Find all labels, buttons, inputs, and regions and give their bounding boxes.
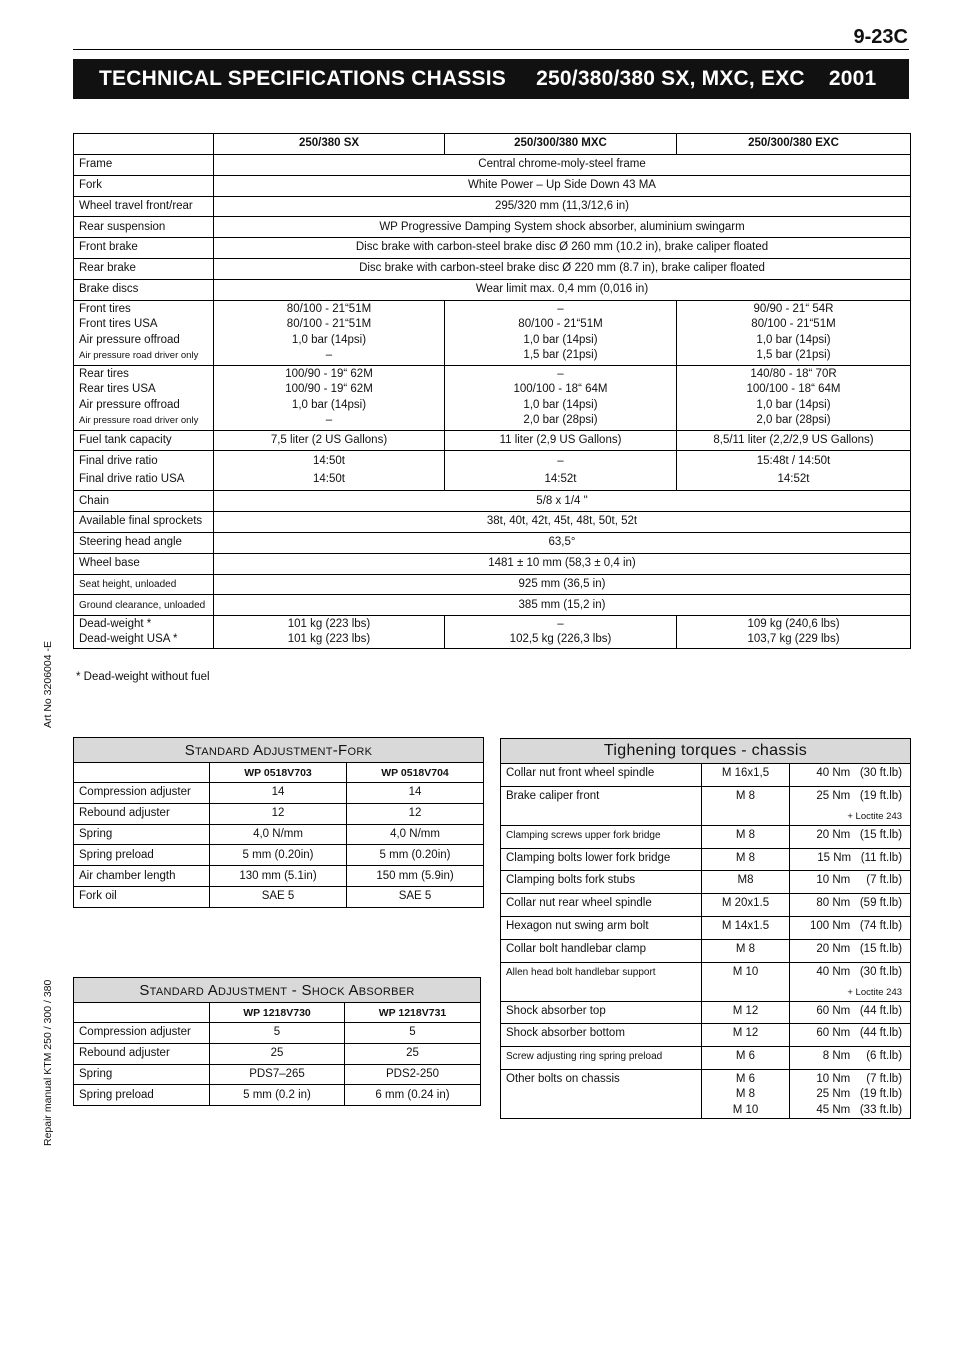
row-label: Compression adjuster bbox=[74, 1023, 210, 1044]
cell-sx: 7,5 liter (2 US Gallons) bbox=[214, 430, 445, 451]
torque-row bbox=[501, 786, 911, 825]
torque-item: Clamping bolts lower fork bridge bbox=[501, 848, 702, 871]
thread-size: M 10 bbox=[702, 962, 790, 1001]
torque-value bbox=[790, 825, 911, 848]
row-value: 925 mm (36,5 in) bbox=[214, 574, 911, 595]
footnote: * Dead-weight without fuel bbox=[76, 671, 210, 683]
row-label bbox=[74, 365, 214, 430]
label-line: Front tires USA bbox=[79, 318, 158, 331]
value-line: 140/80 - 18“ 70R bbox=[750, 367, 837, 380]
torque-value bbox=[790, 916, 911, 939]
value-line: 80/100 - 21“51M bbox=[518, 318, 603, 331]
torque-line: 45 Nm (33 ft.lb) bbox=[816, 1103, 903, 1116]
row-label: Front brake bbox=[74, 238, 214, 259]
thread-size: M8 bbox=[702, 871, 790, 894]
row-label: Chain bbox=[74, 491, 214, 512]
value-line: 80/100 - 21“51M bbox=[286, 318, 372, 331]
shock-table-body bbox=[74, 1023, 481, 1106]
cell-exc bbox=[677, 616, 911, 649]
value-line: 101 kg (223 lbs) bbox=[287, 633, 371, 646]
row-label bbox=[74, 451, 214, 491]
torque-row bbox=[501, 1001, 911, 1024]
torque-table-body bbox=[501, 764, 911, 1119]
torque-line: 40 Nm (30 ft.lb) bbox=[816, 767, 903, 779]
torque-line: 8 Nm (6 ft.lb) bbox=[822, 1050, 903, 1063]
row-value: Disc brake with carbon-steel brake disc Ø 260 mm (10.2 in), brake caliper floated bbox=[214, 238, 911, 259]
page-number: 9-23C bbox=[853, 26, 908, 48]
value-line: 101 kg (223 lbs) bbox=[287, 617, 371, 630]
torque-item: Other bolts on chassis bbox=[501, 1069, 702, 1119]
cell-sx bbox=[214, 451, 445, 491]
label-line: Front tires bbox=[79, 302, 131, 315]
row-value: 14 bbox=[347, 783, 484, 804]
torque-row bbox=[501, 1024, 911, 1047]
value-line: 1,5 bar (21psi) bbox=[756, 349, 831, 362]
torque-item: Allen head bolt handlebar support bbox=[501, 962, 702, 1001]
torque-item: Shock absorber bottom bbox=[501, 1024, 702, 1047]
label-line: Dead-weight * bbox=[79, 617, 152, 630]
table-row bbox=[74, 803, 484, 824]
table-row bbox=[74, 553, 911, 574]
row-label: Spring preload bbox=[74, 845, 210, 866]
torque-row bbox=[501, 894, 911, 917]
value-line: – bbox=[557, 617, 564, 630]
torque-item: Clamping screws upper fork bridge bbox=[501, 825, 702, 848]
value-line: 1,0 bar (14psi) bbox=[291, 398, 367, 411]
thread-size bbox=[702, 1069, 790, 1119]
torque-line: 40 Nm (30 ft.lb) bbox=[816, 965, 903, 978]
torque-row bbox=[501, 871, 911, 894]
thread-size: M 6 bbox=[702, 1047, 790, 1070]
torque-value bbox=[790, 871, 911, 894]
row-value: PDS7–265 bbox=[210, 1064, 345, 1085]
shock-adjustment-table bbox=[73, 977, 481, 1106]
table-row bbox=[74, 1023, 481, 1044]
row-value: 150 mm (5.9in) bbox=[347, 866, 484, 887]
thread-size: M 12 bbox=[702, 1001, 790, 1024]
torque-row bbox=[501, 962, 911, 1001]
row-label: Available final sprockets bbox=[74, 512, 214, 533]
cell-exc bbox=[677, 300, 911, 365]
thread-line: M 8 bbox=[735, 1088, 756, 1101]
torque-item: Collar bolt handlebar clamp bbox=[501, 939, 702, 962]
table-row bbox=[74, 512, 911, 533]
value-line: 1,0 bar (14psi) bbox=[523, 333, 598, 346]
fork-header-704: WP 0518V704 bbox=[347, 763, 484, 783]
spec-header-blank bbox=[74, 134, 214, 155]
torque-row bbox=[501, 939, 911, 962]
spec-header-exc: 250/300/380 EXC bbox=[677, 134, 911, 155]
torque-item: Hexagon nut swing arm bolt bbox=[501, 916, 702, 939]
row-value: WP Progressive Damping System shock absorber, aluminium swingarm bbox=[214, 217, 911, 238]
torque-item: Brake caliper front bbox=[501, 786, 702, 825]
value-line: 1,0 bar (14psi) bbox=[291, 333, 367, 346]
torque-table-title: Tighening torques - chassis bbox=[501, 739, 911, 764]
table-row-rear-tires bbox=[74, 365, 911, 430]
fork-header-blank bbox=[74, 763, 210, 783]
value-line: 15:48t / 14:50t bbox=[756, 454, 831, 467]
thread-line: M 10 bbox=[732, 1103, 759, 1116]
row-label bbox=[74, 616, 214, 649]
label-line: Final drive ratio USA bbox=[79, 473, 185, 486]
value-line: – bbox=[325, 349, 333, 362]
shock-header-730: WP 1218V730 bbox=[210, 1003, 345, 1023]
table-row bbox=[74, 1043, 481, 1064]
fork-table-body bbox=[74, 783, 484, 908]
value-line: 80/100 - 21“51M bbox=[751, 318, 836, 331]
manual-title: Repair manual KTM 250 / 300 / 380 bbox=[42, 979, 54, 1146]
spec-header-sx: 250/380 SX bbox=[214, 134, 445, 155]
torque-value bbox=[790, 1001, 911, 1024]
row-label: Fork oil bbox=[74, 886, 210, 907]
torque-row bbox=[501, 764, 911, 787]
row-value: 63,5° bbox=[214, 532, 911, 553]
value-line: 1,5 bar (21psi) bbox=[523, 349, 598, 362]
value-line: 102,5 kg (226,3 lbs) bbox=[509, 633, 612, 646]
row-value: SAE 5 bbox=[347, 886, 484, 907]
thread-size: M 12 bbox=[702, 1024, 790, 1047]
label-line: Air pressure offroad bbox=[79, 398, 180, 411]
row-value: 38t, 40t, 42t, 45t, 48t, 50t, 52t bbox=[214, 512, 911, 533]
label-line: Dead-weight USA * bbox=[79, 633, 178, 646]
row-value: 385 mm (15,2 in) bbox=[214, 595, 911, 616]
label-line: Air pressure road driver only bbox=[79, 415, 199, 427]
row-label: Wheel travel front/rear bbox=[74, 196, 214, 217]
table-row bbox=[74, 217, 911, 238]
table-row bbox=[74, 238, 911, 259]
torque-row bbox=[501, 1047, 911, 1070]
value-line: 90/90 - 21“ 54R bbox=[753, 302, 834, 315]
value-line: 1,0 bar (14psi) bbox=[756, 398, 831, 411]
value-line: 100/100 - 18“ 64M bbox=[746, 383, 841, 396]
row-label: Ground clearance, unloaded bbox=[74, 595, 214, 616]
row-label: Spring preload bbox=[74, 1085, 210, 1106]
row-label: Seat height, unloaded bbox=[74, 574, 214, 595]
torque-value bbox=[790, 764, 911, 787]
torque-value bbox=[790, 848, 911, 871]
row-label: Steering head angle bbox=[74, 532, 214, 553]
row-label bbox=[74, 300, 214, 365]
table-row bbox=[74, 258, 911, 279]
row-label: Brake discs bbox=[74, 279, 214, 300]
table-row bbox=[74, 866, 484, 887]
value-line: 80/100 - 21“51M bbox=[286, 302, 372, 315]
thread-size: M 8 bbox=[702, 939, 790, 962]
row-value: 14 bbox=[210, 783, 347, 804]
chassis-spec-table bbox=[73, 133, 911, 649]
row-label: Rear brake bbox=[74, 258, 214, 279]
torque-item: Screw adjusting ring spring preload bbox=[501, 1047, 702, 1070]
row-value: 5 bbox=[345, 1023, 481, 1044]
row-label: Frame bbox=[74, 155, 214, 176]
fork-table-title: Standard Adjustment-Fork bbox=[74, 738, 484, 763]
torque-row bbox=[501, 848, 911, 871]
table-row-front-tires bbox=[74, 300, 911, 365]
row-label: Rear suspension bbox=[74, 217, 214, 238]
table-row-fuel-tank bbox=[74, 430, 911, 451]
value-line: – bbox=[325, 414, 333, 427]
value-line: – bbox=[557, 454, 564, 467]
torque-line: 25 Nm (19 ft.lb) bbox=[816, 1088, 903, 1101]
row-label: Wheel base bbox=[74, 553, 214, 574]
shock-header-blank bbox=[74, 1003, 210, 1023]
torque-line: 60 Nm (44 ft.lb) bbox=[816, 1004, 903, 1017]
row-value: 5 bbox=[210, 1023, 345, 1044]
value-line: 1,0 bar (14psi) bbox=[756, 333, 831, 346]
table-row bbox=[74, 845, 484, 866]
row-value: 295/320 mm (11,3/12,6 in) bbox=[214, 196, 911, 217]
torque-item: Collar nut front wheel spindle bbox=[501, 764, 702, 787]
row-label: Compression adjuster bbox=[74, 783, 210, 804]
row-value: PDS2-250 bbox=[345, 1064, 481, 1085]
row-label: Rebound adjuster bbox=[74, 803, 210, 824]
row-label: Air chamber length bbox=[74, 866, 210, 887]
thread-line: M 6 bbox=[735, 1072, 756, 1085]
table-row bbox=[74, 155, 911, 176]
cell-exc: 8,5/11 liter (2,2/2,9 US Gallons) bbox=[677, 430, 911, 451]
value-line: – bbox=[557, 302, 564, 315]
cell-mxc bbox=[445, 300, 677, 365]
row-label: Rebound adjuster bbox=[74, 1043, 210, 1064]
row-value: 130 mm (5.1in) bbox=[210, 866, 347, 887]
cell-mxc bbox=[445, 451, 677, 491]
row-value: 12 bbox=[347, 803, 484, 824]
thread-size: M 16x1,5 bbox=[702, 764, 790, 787]
cell-mxc bbox=[445, 365, 677, 430]
top-rule bbox=[73, 49, 909, 50]
torque-row bbox=[501, 1069, 911, 1119]
shock-table-title: Standard Adjustment - Shock Absorber bbox=[74, 978, 481, 1003]
torque-item: Shock absorber top bbox=[501, 1001, 702, 1024]
table-row bbox=[74, 595, 911, 616]
row-value: 25 bbox=[345, 1043, 481, 1064]
row-label: Fuel tank capacity bbox=[74, 430, 214, 451]
value-line: 109 kg (240,6 lbs) bbox=[747, 617, 840, 630]
row-label: Spring bbox=[74, 1064, 210, 1085]
cell-sx bbox=[214, 616, 445, 649]
row-value: 5/8 x 1/4 " bbox=[214, 491, 911, 512]
torque-line: 100 Nm (74 ft.lb) bbox=[809, 919, 903, 932]
cell-mxc bbox=[445, 616, 677, 649]
thread-size: M 8 bbox=[702, 848, 790, 871]
value-line: 2,0 bar (28psi) bbox=[523, 414, 598, 427]
torque-line: 15 Nm (11 ft.lb) bbox=[817, 851, 903, 864]
torque-row bbox=[501, 825, 911, 848]
thread-size: M 20x1.5 bbox=[702, 894, 790, 917]
table-row bbox=[74, 279, 911, 300]
table-row-dead-weight bbox=[74, 616, 911, 649]
torque-value bbox=[790, 1047, 911, 1070]
value-line: 14:50t bbox=[313, 454, 345, 467]
table-row bbox=[74, 1064, 481, 1085]
row-label: Fork bbox=[74, 175, 214, 196]
row-value: 6 mm (0.24 in) bbox=[345, 1085, 481, 1106]
row-value: Disc brake with carbon-steel brake disc Ø 220 mm (8.7 in), brake caliper floated bbox=[214, 258, 911, 279]
torque-line: 20 Nm (15 ft.lb) bbox=[816, 828, 903, 841]
cell-sx bbox=[214, 365, 445, 430]
thread-size: M 8 bbox=[702, 825, 790, 848]
fork-adjustment-table bbox=[73, 737, 484, 908]
torque-value bbox=[790, 939, 911, 962]
row-value: 5 mm (0.20in) bbox=[210, 845, 347, 866]
table-row bbox=[74, 574, 911, 595]
value-line: – bbox=[557, 367, 564, 380]
table-row-final-drive bbox=[74, 451, 911, 491]
value-line: 1,0 bar (14psi) bbox=[523, 398, 598, 411]
shock-header-731: WP 1218V731 bbox=[345, 1003, 481, 1023]
torque-line: 60 Nm (44 ft.lb) bbox=[816, 1027, 903, 1040]
table-row bbox=[74, 783, 484, 804]
spec-header-mxc: 250/300/380 MXC bbox=[445, 134, 677, 155]
value-line: 14:52t bbox=[777, 473, 810, 486]
torque-value bbox=[790, 1024, 911, 1047]
label-line: Final drive ratio bbox=[79, 454, 158, 467]
table-row bbox=[74, 491, 911, 512]
torque-value bbox=[790, 786, 911, 825]
loctite-note: + Loctite 243 bbox=[847, 987, 903, 999]
torque-line: 80 Nm (59 ft.lb) bbox=[816, 897, 903, 910]
page-title: TECHNICAL SPECIFICATIONS CHASSIS 250/380/380 SX, MXC, EXC 2001 bbox=[73, 59, 909, 99]
torque-line: 20 Nm (15 ft.lb) bbox=[816, 942, 903, 955]
table-row bbox=[74, 196, 911, 217]
cell-exc bbox=[677, 365, 911, 430]
thread-size: M 14x1.5 bbox=[702, 916, 790, 939]
spec-header-row bbox=[74, 134, 911, 155]
table-row bbox=[74, 1085, 481, 1106]
table-row bbox=[74, 532, 911, 553]
torque-item: Clamping bolts fork stubs bbox=[501, 871, 702, 894]
row-value: SAE 5 bbox=[210, 886, 347, 907]
art-number: Art No 3206004 -E bbox=[42, 641, 54, 728]
row-value: 4,0 N/mm bbox=[210, 824, 347, 845]
torque-line: 10 Nm (7 ft.lb) bbox=[816, 1072, 903, 1085]
loctite-note: + Loctite 243 bbox=[847, 811, 903, 823]
value-line: 100/90 - 19“ 62M bbox=[285, 367, 373, 380]
thread-size: M 8 bbox=[702, 786, 790, 825]
table-row bbox=[74, 886, 484, 907]
label-line: Rear tires bbox=[79, 367, 129, 380]
cell-sx bbox=[214, 300, 445, 365]
row-value: Central chrome-moly-steel frame bbox=[214, 155, 911, 176]
row-value: 12 bbox=[210, 803, 347, 824]
row-value: 5 mm (0.20in) bbox=[347, 845, 484, 866]
torque-line: 10 Nm (7 ft.lb) bbox=[816, 874, 903, 887]
value-line: 103,7 kg (229 lbs) bbox=[747, 633, 840, 646]
torque-row bbox=[501, 916, 911, 939]
row-value: 4,0 N/mm bbox=[347, 824, 484, 845]
value-line: 14:50t bbox=[313, 473, 345, 486]
torque-line: 25 Nm (19 ft.lb) bbox=[816, 789, 903, 802]
value-line: 2,0 bar (28psi) bbox=[756, 414, 831, 427]
row-value: 1481 ± 10 mm (58,3 ± 0,4 in) bbox=[214, 553, 911, 574]
row-value: Wear limit max. 0,4 mm (0,016 in) bbox=[214, 279, 911, 300]
torque-value bbox=[790, 1069, 911, 1119]
torque-item: Collar nut rear wheel spindle bbox=[501, 894, 702, 917]
row-value: White Power – Up Side Down 43 MA bbox=[214, 175, 911, 196]
torque-table bbox=[500, 738, 911, 1119]
torque-value bbox=[790, 962, 911, 1001]
fork-header-703: WP 0518V703 bbox=[210, 763, 347, 783]
cell-mxc: 11 liter (2,9 US Gallons) bbox=[445, 430, 677, 451]
value-line: 100/100 - 18“ 64M bbox=[513, 383, 608, 396]
label-line: Air pressure road driver only bbox=[79, 350, 199, 362]
table-row bbox=[74, 824, 484, 845]
value-line: 14:52t bbox=[544, 473, 577, 486]
table-row bbox=[74, 175, 911, 196]
cell-exc bbox=[677, 451, 911, 491]
label-line: Rear tires USA bbox=[79, 383, 156, 396]
value-line: 100/90 - 19“ 62M bbox=[285, 383, 373, 396]
label-line: Air pressure offroad bbox=[79, 333, 180, 346]
row-value: 5 mm (0.2 in) bbox=[210, 1085, 345, 1106]
torque-value bbox=[790, 894, 911, 917]
row-label: Spring bbox=[74, 824, 210, 845]
row-value: 25 bbox=[210, 1043, 345, 1064]
